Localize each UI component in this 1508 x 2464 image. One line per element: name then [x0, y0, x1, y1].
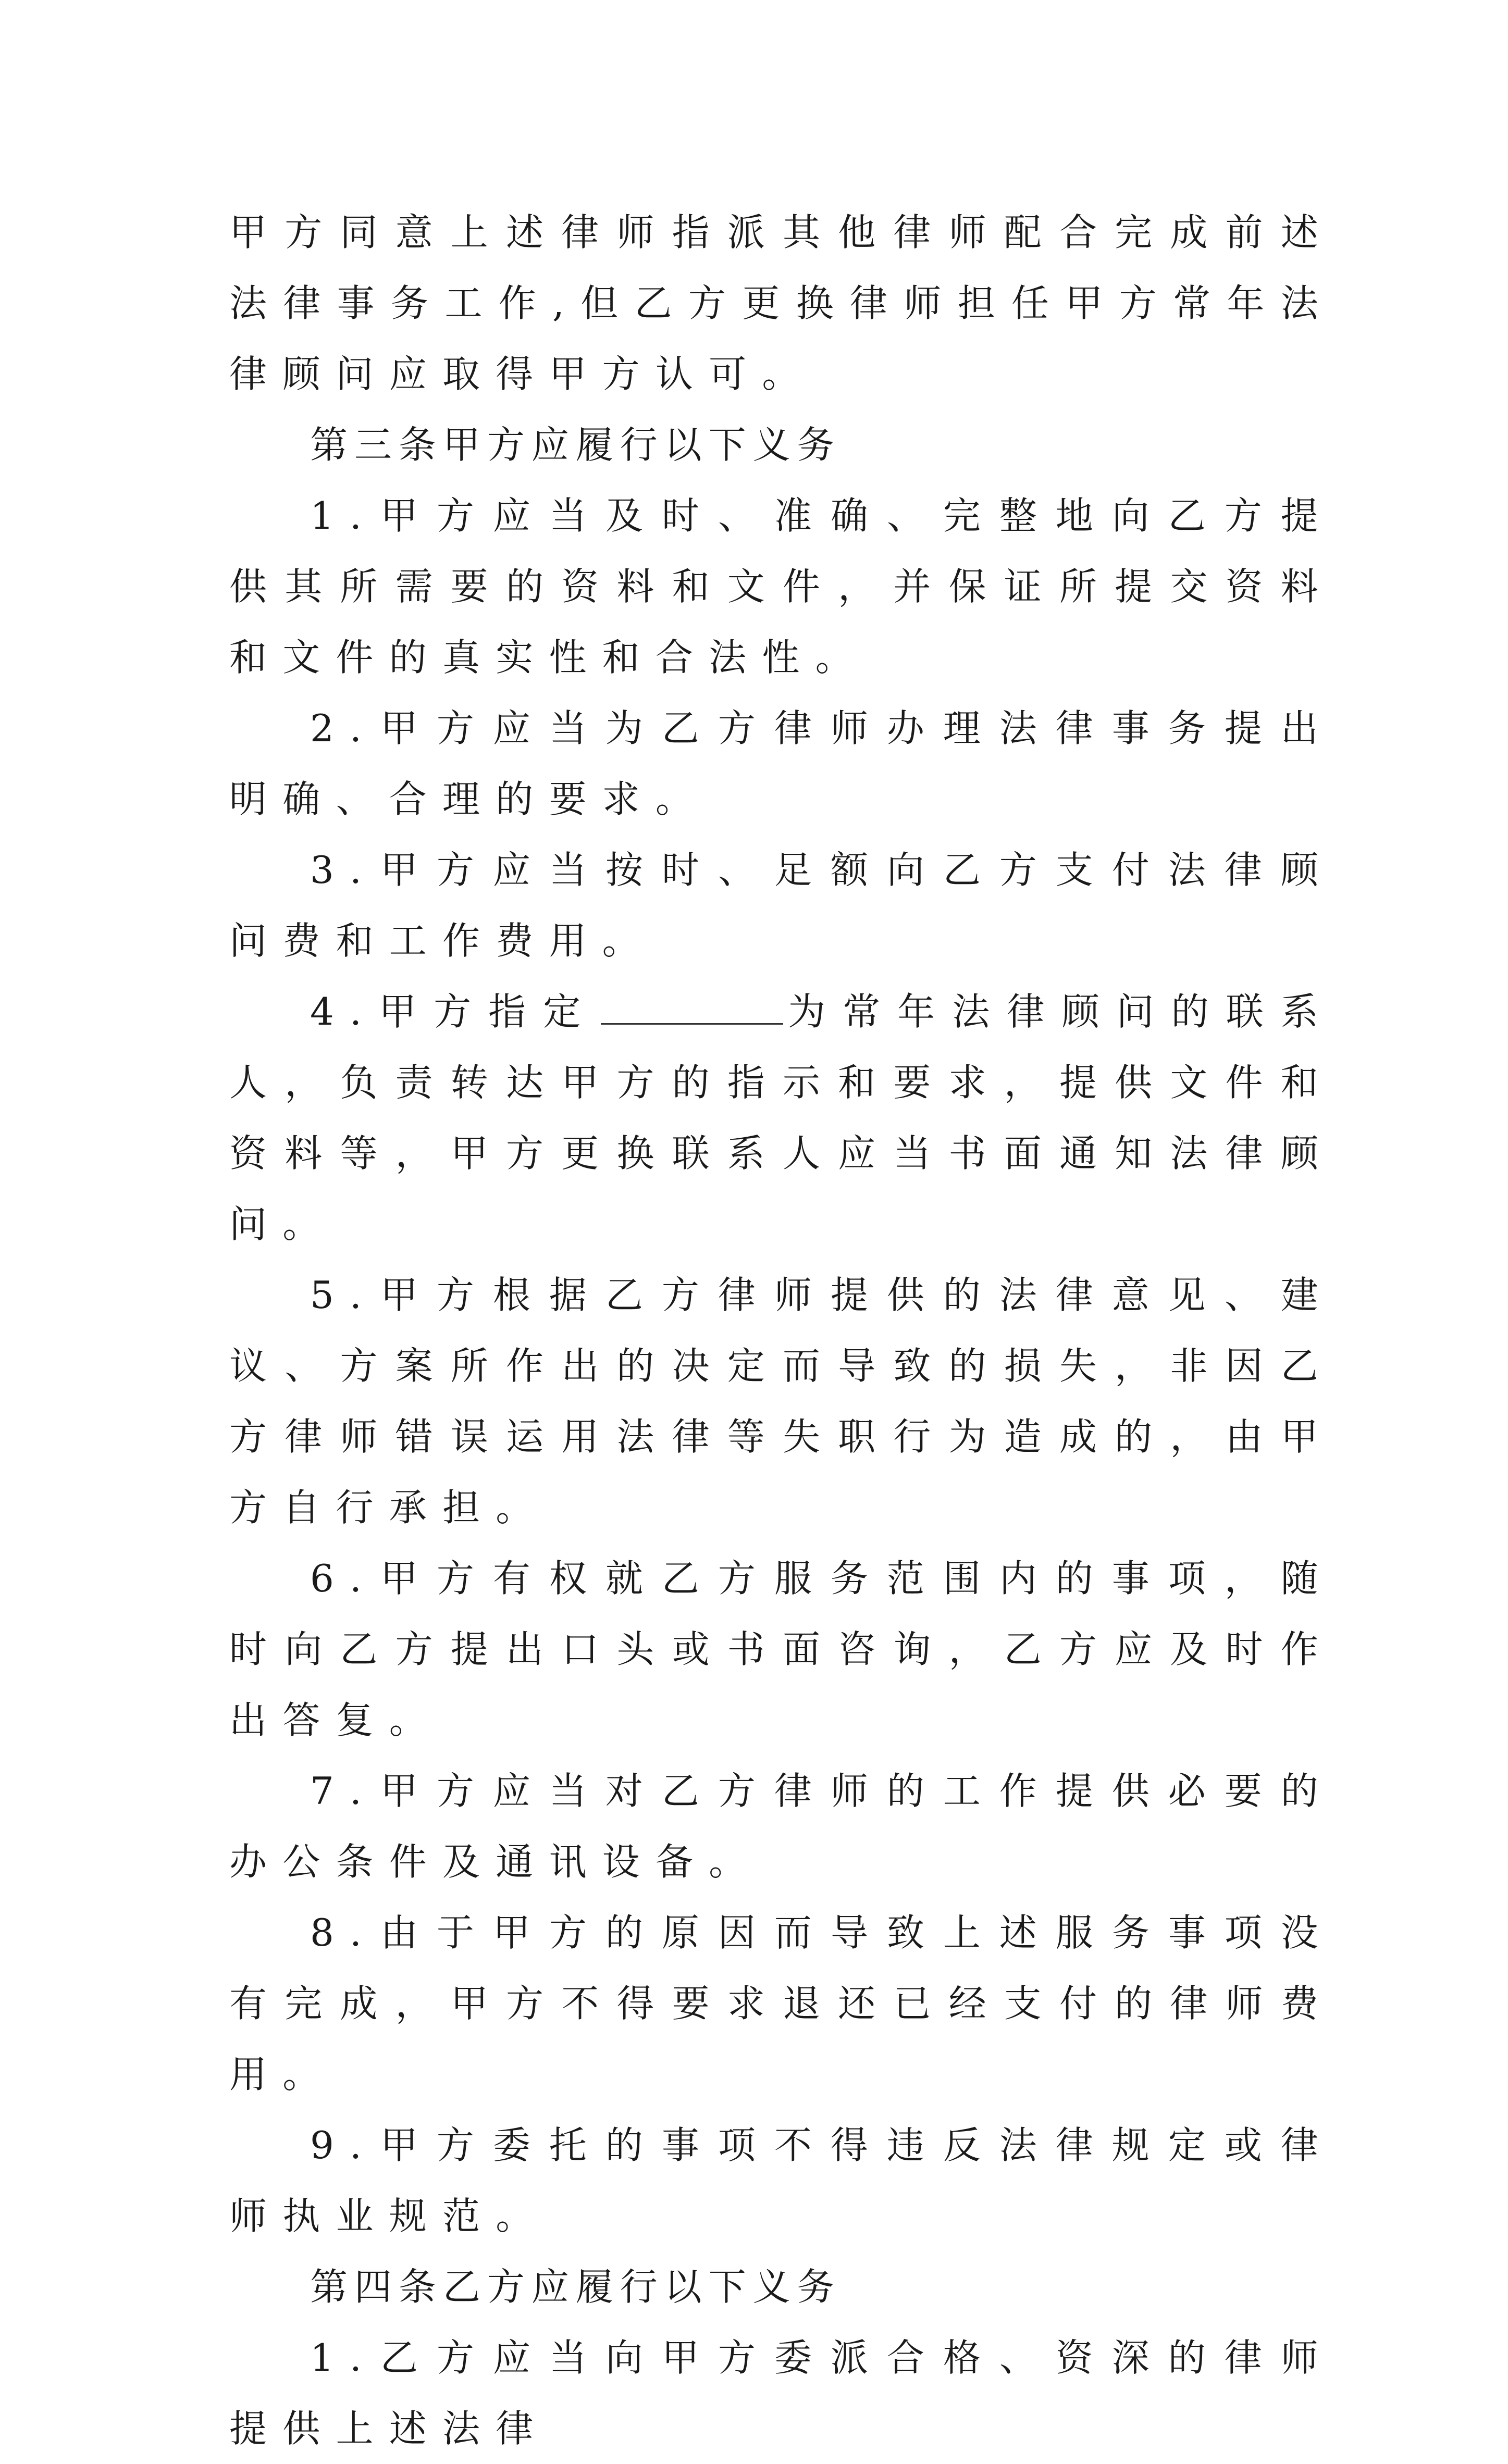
- document-body: [229, 197, 1334, 2464]
- article-4-heading: 第四条乙方应履行以下义务: [310, 2265, 842, 2309]
- article-3-item-1: 1.甲方应当及时、准确、完整地向乙方提供其所需要的资料和文件，并保证所提交资料和文件的真实性和合法性。: [229, 494, 1334, 679]
- article-3-item-3: 3.甲方应当按时、足额向乙方支付法律顾问费和工作费用。: [229, 848, 1334, 963]
- article-3-item-4: [229, 976, 1334, 1260]
- contact-person-blank: [601, 992, 783, 1025]
- article-3-item-6: 6.甲方有权就乙方服务范围内的事项，随时向乙方提出口头或书面咨询，乙方应及时作出答复。: [229, 1557, 1334, 1742]
- article-3-heading: 第三条甲方应履行以下义务: [310, 423, 842, 467]
- article-3-item-9: 9.甲方委托的事项不得违反法律规定或律师执业规范。: [229, 2123, 1334, 2238]
- item-4-text-after: 为常年法律顾问的联系人，负责转达甲方的指示和要求，提供文件和资料等，甲方更换联系人应当书面通知法律顾问。: [229, 990, 1334, 1246]
- article-3-item-2: 2.甲方应当为乙方律师办理法律事务提出明确、合理的要求。: [229, 706, 1334, 821]
- article-3-item-8: 8.由于甲方的原因而导致上述服务事项没有完成，甲方不得要求退还已经支付的律师费用。: [229, 1911, 1334, 2096]
- article-3-item-7: 7.甲方应当对乙方律师的工作提供必要的办公条件及通讯设备。: [229, 1769, 1334, 1884]
- article-3-item-5: 5.甲方根据乙方律师提供的法律意见、建议、方案所作出的决定而导致的损失，非因乙方律师错误运用法律等失职行为造成的，由甲方自行承担。: [229, 1273, 1334, 1529]
- article-4-item-1: 1.乙方应当向甲方委派合格、资深的律师提供上述法律: [229, 2336, 1334, 2450]
- paragraph-intro: 甲方同意上述律师指派其他律师配合完成前述法律事务工作,但乙方更换律师担任甲方常年法律顾问应取得甲方认可。: [229, 210, 1334, 396]
- item-4-text-before: 4.甲方指定: [310, 990, 598, 1034]
